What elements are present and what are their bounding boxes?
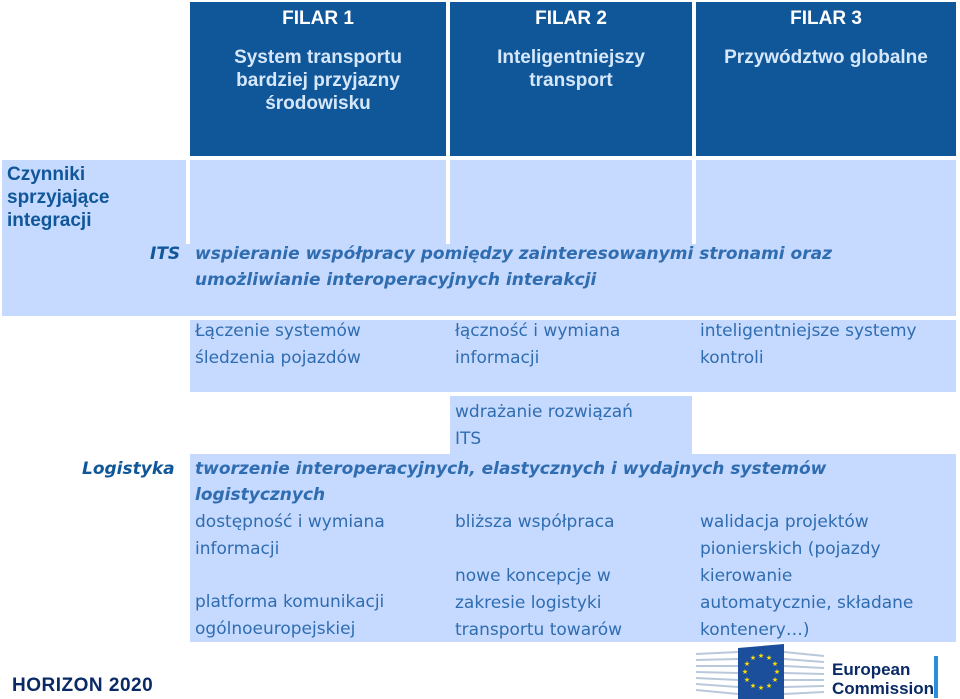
- integration-col-2: [450, 160, 692, 244]
- svg-text:★: ★: [757, 652, 765, 660]
- svg-text:★: ★: [749, 654, 757, 662]
- integration-item-vehicle-tracking: Łączenie systemów śledzenia pojazdów: [195, 321, 361, 368]
- ec-accent-bar: [934, 656, 938, 698]
- pillar-3-header: [696, 2, 956, 156]
- pillar-1-number: FILAR 1: [282, 8, 354, 29]
- ec-emblem-icon: [694, 644, 826, 699]
- integration-item-control-systems: inteligentniejsze systemy kontroli: [700, 321, 917, 368]
- its-description: wspieranie współpracy pomiędzy zainteresowanymi stronami oraz umożliwianie interoperacyjnych interakcji: [195, 244, 832, 290]
- pillar-1-title: System transportu bardziej przyjazny środowisku: [234, 47, 402, 114]
- integration-item-connectivity: łączność i wymiana informacji: [455, 321, 621, 368]
- its-deployment-item: wdrażanie rozwiązań ITS: [455, 402, 633, 449]
- svg-text:★: ★: [773, 668, 781, 676]
- logistics-item-new-concepts: nowe koncepcje w zakresie logistyki transportu towarów: [455, 566, 623, 640]
- integration-col-3: [696, 160, 956, 244]
- svg-text:★: ★: [765, 654, 773, 662]
- logistics-item-cooperation: bliższa współpraca: [455, 512, 615, 532]
- pillar-1-header: [190, 2, 446, 156]
- svg-text:★: ★: [771, 676, 779, 684]
- pillar-3-number: FILAR 3: [790, 8, 862, 29]
- pillar-3-title: Przywództwo globalne: [724, 47, 928, 68]
- integration-label: Czynniki sprzyjające integracji: [7, 164, 110, 231]
- logistics-item-pilot-validation: walidacja projektów pionierskich (pojazdy kierowanie automatycznie, składane kontenery…): [700, 512, 914, 640]
- pillar-2-title: Inteligentniejszy transport: [497, 47, 645, 91]
- its-tag: ITS: [150, 244, 181, 264]
- svg-text:★: ★: [743, 676, 751, 684]
- svg-text:★: ★: [771, 660, 779, 668]
- horizon-2020-logo: HORIZON 2020: [12, 675, 154, 696]
- logistics-item-communication-platform: platforma komunikacji ogólnoeuropejskiej: [195, 592, 385, 639]
- logistics-description: tworzenie interoperacyjnych, elastycznych i wydajnych systemów logistycznych: [195, 459, 827, 505]
- svg-text:★: ★: [765, 682, 773, 690]
- logistics-item-information-access: dostępność i wymiana informacji: [195, 512, 385, 559]
- svg-text:★: ★: [743, 660, 751, 668]
- pillar-2-header: [450, 2, 692, 156]
- european-commission-logo: [694, 644, 958, 699]
- svg-text:★: ★: [757, 684, 765, 692]
- logistics-tag: Logistyka: [82, 459, 175, 479]
- pillar-2-number: FILAR 2: [535, 8, 607, 29]
- svg-text:★: ★: [741, 668, 749, 676]
- ec-wordmark: European Commission: [832, 660, 935, 698]
- integration-col-1: [190, 160, 446, 244]
- svg-text:★: ★: [749, 682, 757, 690]
